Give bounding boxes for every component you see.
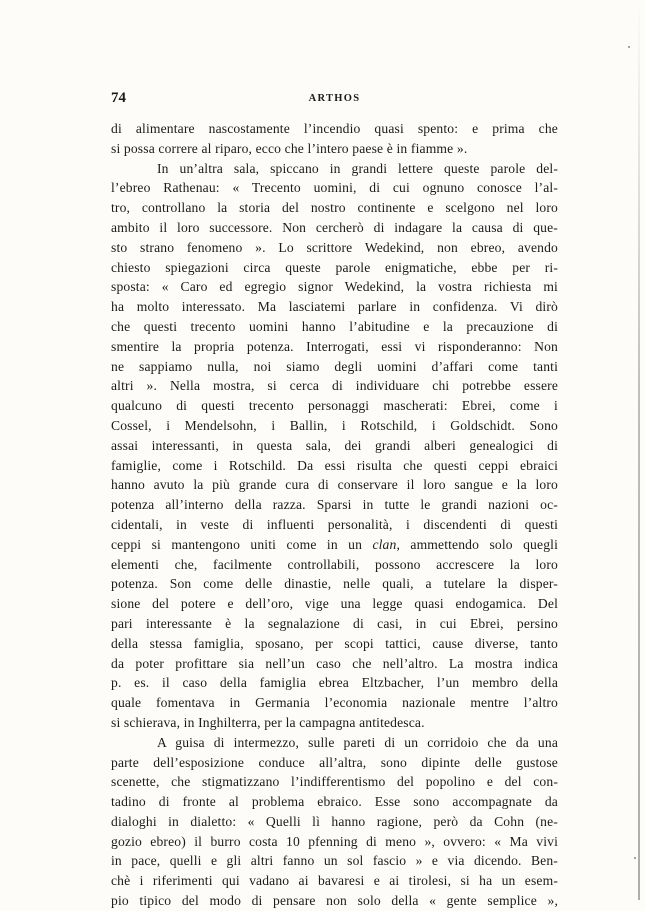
text-line: gozio ebreo) il burro costa 10 pfenning di meno », ovvero: « Ma vivi <box>111 833 558 849</box>
text-line: chè i riferimenti qui vadano ai bavaresi e ai tirolesi, si ha un esem- <box>111 873 558 889</box>
text-line: tro, controllano la storia del nostro continente e scelgono nel loro <box>111 200 558 216</box>
journal-title: ARTHOS <box>308 93 361 104</box>
text-line: famiglie, come i Rotschild. Da essi risulta che questi ceppi ebraici <box>111 457 558 473</box>
scan-speck <box>628 46 630 48</box>
text-line: si schierava, in Inghilterra, per la campagna antitedesca. <box>111 714 425 730</box>
text-line: sione del potere e dell’oro, vige una legge quasi endogamica. Del <box>111 596 558 612</box>
text-line: scenette, che stigmatizzano l’indifferentismo del popolino e del con- <box>111 774 558 790</box>
scan-speck <box>634 857 636 859</box>
text-line: sto strano fenomeno ». Lo scrittore Wedekind, non ebreo, avendo <box>111 239 558 255</box>
text-line: chiesto spiegazioni circa queste parole enigmatiche, ebbe per ri- <box>111 259 558 275</box>
page-number: 74 <box>111 90 126 106</box>
text-line: altri ». Nella mostra, si cerca di individuare chi potrebbe essere <box>111 378 558 394</box>
text-line: di alimentare nascostamente l’incendio quasi spento: e prima che <box>111 121 558 136</box>
text-line: potenza all’interno della razza. Sparsi in tutte le grandi nazioni oc- <box>111 497 558 513</box>
text-line: parte dell’esposizione conduce all’altra, sono dipinte delle gustose <box>111 754 558 770</box>
text-line: hanno avuto la più grande cura di conservare il loro sangue e la loro <box>111 477 558 493</box>
text-line: tadino di fronte al problema ebraico. Esse sono accompagnate da <box>111 794 558 810</box>
text-line: elementi che, facilmente controllabili, possono accrescere la loro <box>111 556 558 572</box>
text-line: Cossel, i Mendelsohn, i Ballin, i Rotschild, i Goldschidt. Sono <box>111 417 558 433</box>
running-head <box>111 90 558 108</box>
text-line: pio tipico del modo di pensare non solo della « gente semplice », <box>111 893 558 909</box>
text-line: quale fomentava in Germania l’economia nazionale mentre l’altro <box>111 695 558 711</box>
text-line: smentire la propria potenza. Interrogati, essi vi risponderanno: Non <box>111 338 558 354</box>
body-text <box>111 119 558 911</box>
scan-page-edge <box>638 0 640 900</box>
text-line: della stessa famiglia, sposano, per scopi tattici, cause diverse, tanto <box>111 635 558 651</box>
text-line: si possa correre al riparo, ecco che l’intero paese è in fiamme ». <box>111 140 468 156</box>
text-line: ha molto interessato. Ma lasciatemi parlare in confidenza. Vi dirò <box>111 299 558 315</box>
text-line: ambito il loro successore. Non cercherò di indagare la causa di que- <box>111 219 558 235</box>
text-line: che questi trecento uomini hanno l’abitudine e la precauzione di <box>111 318 558 334</box>
text-line: assai interessanti, in questa sala, dei grandi alberi genealogici di <box>111 437 558 453</box>
text-line: pari interessante è la segnalazione di casi, in cui Ebrei, persino <box>111 615 558 631</box>
text-line: ceppi si mantengono uniti come in un clan, ammettendo solo quegli <box>111 536 558 552</box>
text-line: in pace, quelli e gli altri fanno un sol fascio » e via dicendo. Ben- <box>111 853 558 869</box>
text-line: cidentali, in veste di influenti personalità, i discendenti di questi <box>111 516 558 532</box>
text-line: In un’altra sala, spiccano in grandi lettere queste parole del- <box>157 160 558 176</box>
text-line: l’ebreo Rathenau: « Trecento uomini, di cui ognuno conosce l’al- <box>111 180 558 196</box>
text-line: sposta: « Caro ed egregio signor Wedekind, la vostra richiesta mi <box>111 279 558 295</box>
text-line: da poter profittare sia nell’un caso che nell’altro. La mostra indica <box>111 655 558 671</box>
text-line: dialoghi in dialetto: « Quelli lì hanno ragione, però da Cohn (ne- <box>111 813 558 829</box>
text-line: A guisa di intermezzo, sulle pareti di un corridoio che da una <box>157 734 558 750</box>
text-line: qualcuno di questi trecento personaggi mascherati: Ebrei, come i <box>111 398 558 414</box>
text-line: p. es. il caso della famiglia ebrea Eltzbacher, l’un membro della <box>111 675 558 691</box>
text-line: potenza. Son come delle dinastie, nelle quali, a tutelare la disper- <box>111 576 558 592</box>
text-line: ne sappiamo nulla, noi siamo degli uomini d’affari come tanti <box>111 358 558 374</box>
